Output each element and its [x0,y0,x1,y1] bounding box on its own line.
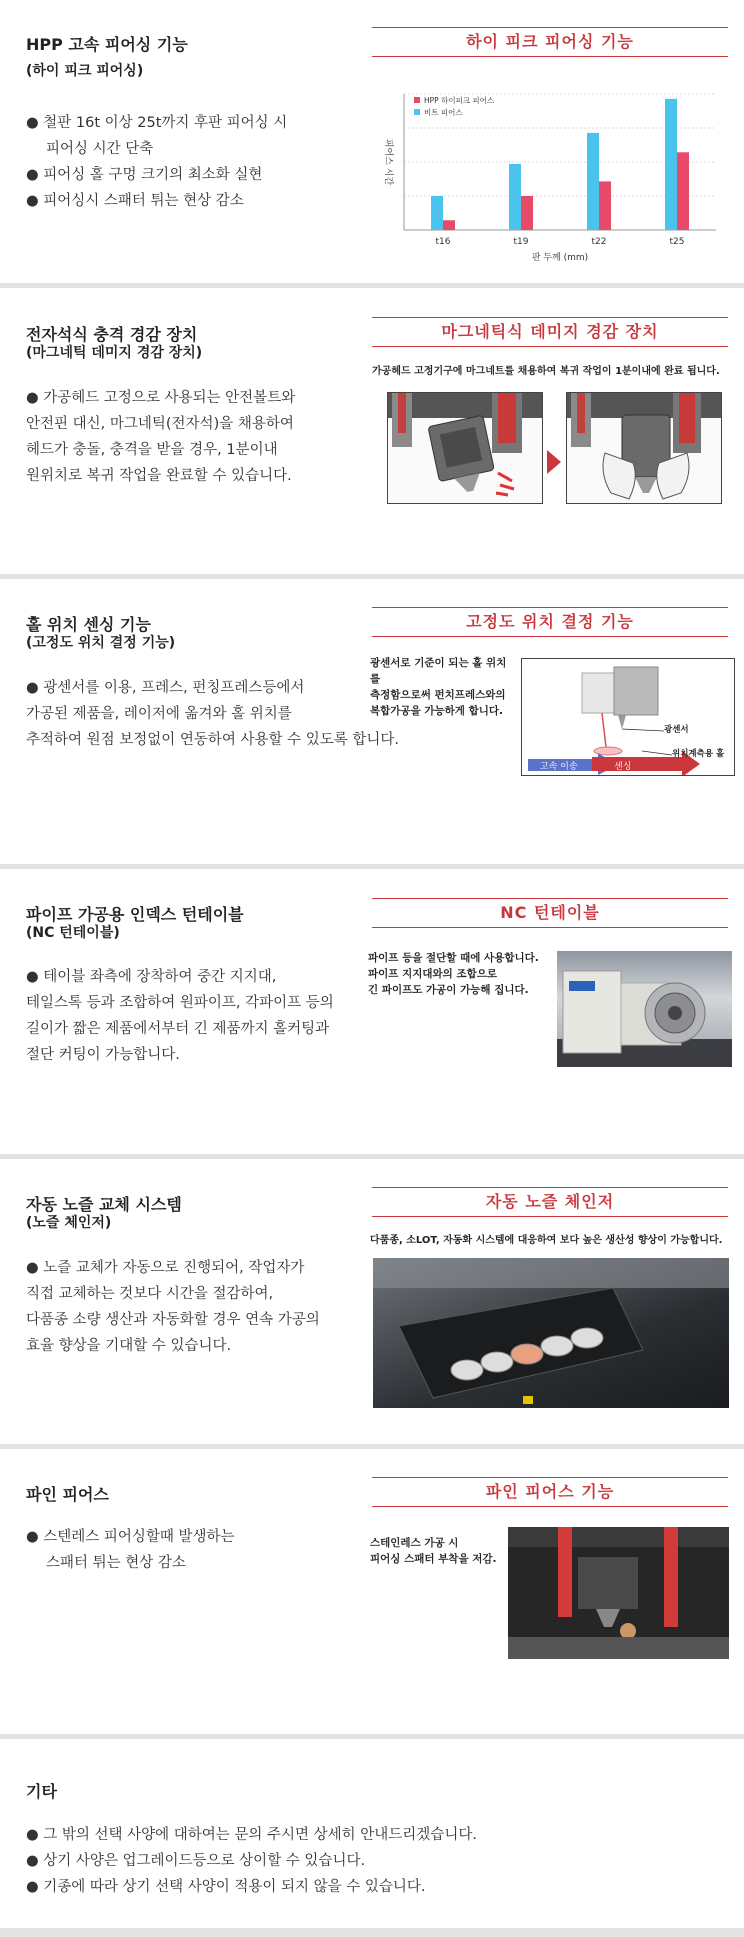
arrow-right-icon [547,450,561,474]
bullet-item: 테일스톡 등과 조합하여 원파이프, 각파이프 등의 [26,995,334,1011]
legend-swatch [414,109,420,115]
bar-hpp-t22 [599,181,611,230]
section-title-turntable: 파이프 가공용 인덱스 턴테이블 [26,905,244,924]
bullet-item: 스패터 튀는 현상 감소 [46,1555,186,1571]
section-body-fine-pierce [26,1524,235,1576]
bullet-item: ● 광센서를 이용, 프레스, 펀칭프레스등에서 [26,680,305,696]
section-body-etc [26,1822,477,1900]
label-sensing: 센싱 [614,762,632,772]
bullet-item: 원위치로 복귀 작업을 완료할 수 있습니다. [26,468,292,484]
legend-label: 비트 피어스 [424,108,463,117]
section-title-nozzle: 자동 노즐 교체 시스템 [26,1195,182,1214]
section-body-turntable [26,964,334,1068]
x-tick-label: t16 [435,237,451,247]
label-sensor: 광센서 [664,725,689,735]
bullet-item: 직접 교체하는 것보다 시간을 절감하여, [26,1286,274,1302]
section-subtitle-hole-sensing: (고정도 위치 결정 기능) [26,635,176,651]
caption-fine-pierce: 스테인레스 가공 시 피어싱 스패터 부착을 저감. [370,1537,497,1565]
panel-title-hpp: 하이 피크 피어싱 기능 [372,27,728,57]
head-collision-illustration [387,392,543,504]
section-body-hpp [26,110,287,214]
bullet-item: 다품종 소량 생산과 자동화할 경우 연속 가공의 [26,1312,320,1328]
bar-pierce-t25 [665,99,677,230]
bar-hpp-t16 [443,220,455,230]
label-high-speed: 고속 이송 [540,762,578,772]
y-axis-label: 피어스 시간 [383,138,393,186]
nozzle-changer-photo [373,1258,729,1408]
panel-title-magnetic: 마그네틱식 데미지 경감 장치 [372,317,728,347]
bullet-item: 안전핀 대신, 마그네틱(전자석)을 채용하여 [26,416,294,432]
bullet-item: ● 철판 16t 이상 25t까지 후판 피어싱 시 [26,115,288,131]
panel-title-turntable: NC 턴테이블 [372,898,728,928]
panel-title-fine-pierce: 파인 피어스 기능 [372,1477,728,1507]
legend-label: HPP 하이피크 피어스 [424,96,495,105]
bullet-item: ● 피어싱 홀 구멍 크기의 최소화 실현 [26,167,263,183]
x-tick-label: t19 [513,237,529,247]
bullet-item: ● 가공헤드 고정으로 사용되는 안전볼트와 [26,390,296,406]
panel-title-nozzle: 자동 노즐 체인저 [372,1187,728,1217]
section-divider [0,1444,744,1449]
panel-title-hole-sensing: 고정도 위치 결정 기능 [372,607,728,637]
head-reset-illustration [566,392,722,504]
section-divider [0,1734,744,1739]
bar-pierce-t16 [431,196,443,230]
section-subtitle-hpp: (하이 피크 피어싱) [26,63,144,79]
bullet-item: 절단 커팅이 가능합니다. [26,1047,180,1063]
section-body-magnetic [26,385,295,489]
pierce-time-chart [372,84,728,270]
bullet-item: ● 스텐레스 피어싱할때 발생하는 [26,1529,235,1545]
nc-turntable-photo [557,951,732,1067]
x-axis-label: 판 두께 (mm) [531,253,589,263]
bullet-item: ● 기종에 따라 상기 선택 사양이 적용이 되지 않을 수 있습니다. [26,1879,426,1895]
bullet-item: ● 테이블 좌측에 장착하여 중간 지지대, [26,969,277,985]
fine-pierce-photo [508,1527,729,1659]
legend-swatch [414,97,420,103]
section-subtitle-turntable: (NC 턴테이블) [26,925,120,941]
bullet-item: ● 그 밖의 선택 사양에 대하여는 문의 주시면 상세히 안내드리겠습니다. [26,1827,477,1843]
bar-pierce-t22 [587,133,599,230]
x-tick-label: t25 [669,237,685,247]
bullet-item: 헤드가 충돌, 충격을 받을 경우, 1분이내 [26,442,278,458]
section-divider [0,1154,744,1159]
section-title-magnetic: 전자석식 충격 경감 장치 [26,325,198,344]
bar-hpp-t19 [521,196,533,230]
section-divider [0,864,744,869]
caption-nozzle: 다품종, 소LOT, 자동화 시스템에 대응하여 보다 높은 생산성 향상이 가능합니다. [370,1235,723,1246]
bar-pierce-t19 [509,164,521,230]
section-subtitle-nozzle: (노즐 체인저) [26,1215,112,1231]
x-tick-label: t22 [591,237,607,247]
bullet-item: ● 노즐 교체가 자동으로 진행되어, 작업자가 [26,1260,305,1276]
bullet-item: 가공된 제품을, 레이저에 옮겨와 홀 위치를 [26,706,292,722]
caption-magnetic: 가공헤드 고정기구에 마그네트를 채용하여 복귀 작업이 1분이내에 완료 됩니다. [372,366,720,377]
bullet-item: 피어싱 시간 단축 [46,141,154,157]
section-title-etc: 기타 [26,1782,57,1801]
section-body-hole-sensing [26,675,399,753]
section-title-hpp: HPP 고속 피어싱 기능 [26,35,188,54]
bullet-item: 효율 향상을 기대할 수 있습니다. [26,1338,232,1354]
caption-turntable: 파이프 등을 절단할 때에 사용합니다. 파이프 지지대와의 조합으로 긴 파이프도 가공이 가능해 집니다. [368,952,539,996]
bullet-item: ● 상기 사양은 업그레이드등으로 상이할 수 있습니다. [26,1853,366,1869]
section-divider [0,574,744,579]
bullet-item: ● 피어싱시 스패터 튀는 현상 감소 [26,193,244,209]
caption-hole-sensing: 광센서로 기준이 되는 홀 위치를 측정함으로써 펀치프레스와의 복합가공을 가능하게 합니다. [370,657,507,717]
section-title-fine-pierce: 파인 피어스 [26,1485,109,1504]
section-divider [0,1928,744,1937]
bullet-item: 길이가 짧은 제품에서부터 긴 제품까지 홀커팅과 [26,1021,330,1037]
bullet-item: 추적하여 원점 보정없이 연동하여 사용할 수 있도록 합니다. [26,732,400,748]
label-hole: 위치계측용 홀 [672,749,725,759]
section-title-hole-sensing: 홀 위치 센싱 기능 [26,615,151,634]
bar-hpp-t25 [677,152,689,230]
section-body-nozzle [26,1255,320,1359]
sensing-illustration [521,658,735,776]
section-subtitle-magnetic: (마그네틱 데미지 경감 장치) [26,345,203,361]
section-divider [0,283,744,288]
